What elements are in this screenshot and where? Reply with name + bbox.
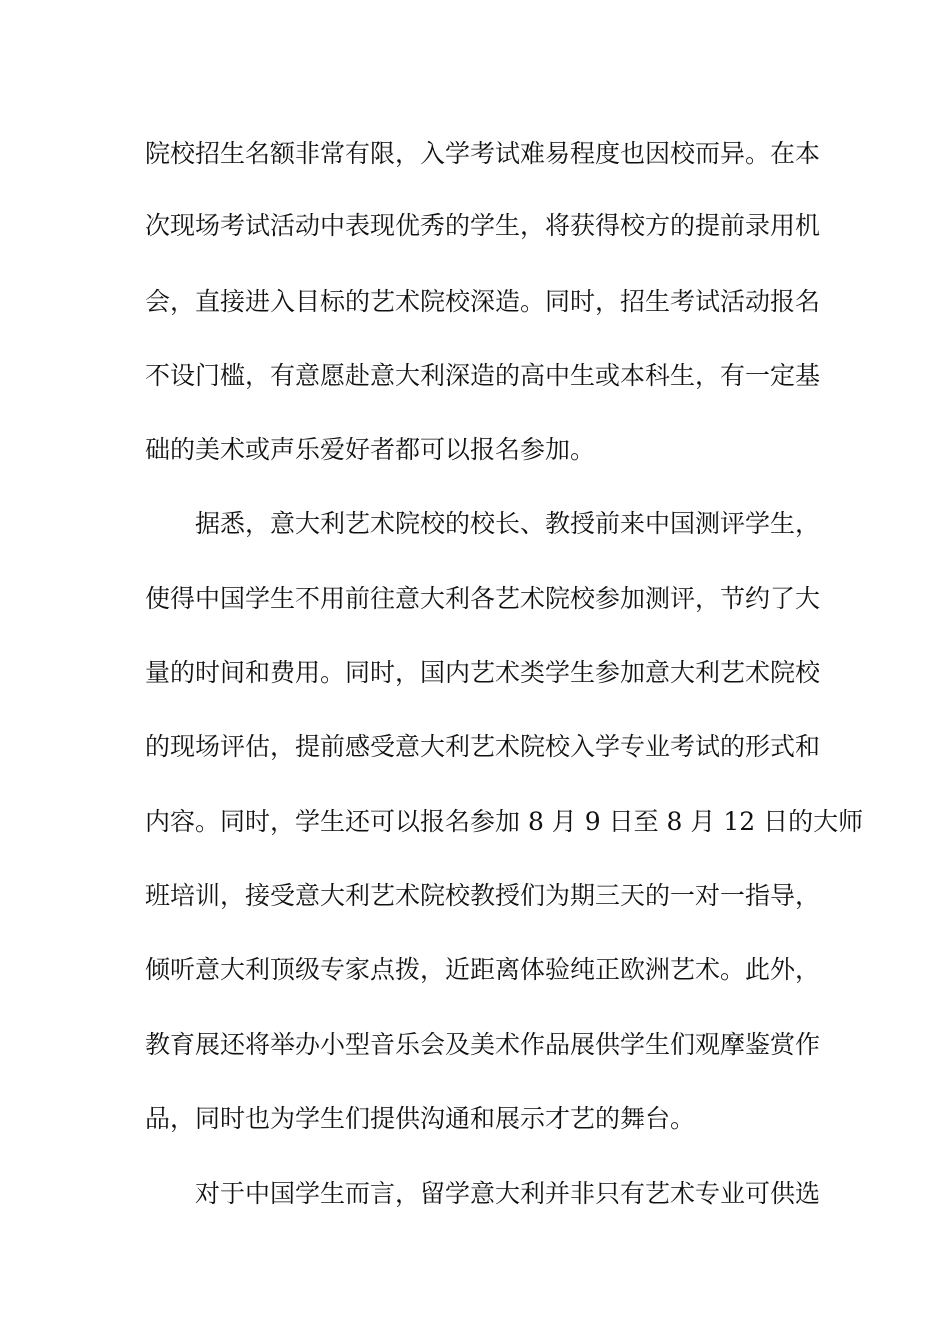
text-line-15: 对于中国学生而言，留学意大利并非只有艺术专业可供选 (195, 1179, 821, 1208)
text-line-10: 内容。同时，学生还可以报名参加 8 月 9 日至 8 月 12 日的大师 (145, 807, 864, 836)
text-line-6: 据悉，意大利艺术院校的校长、教授前来中国测评学生， (195, 509, 821, 538)
text-line-13: 教育展还将举办小型音乐会及美术作品展供学生们观摩鉴赏作 (145, 1030, 821, 1059)
text-line-14: 品，同时也为学生们提供沟通和展示才艺的舞台。 (145, 1104, 696, 1133)
text-line-2: 次现场考试活动中表现优秀的学生，将获得校方的提前录用机 (145, 211, 821, 240)
text-line-12: 倾听意大利顶级专家点拨，近距离体验纯正欧洲艺术。此外， (145, 955, 821, 984)
text-line-4: 不设门槛，有意愿赴意大利深造的高中生或本科生，有一定基 (145, 361, 821, 390)
text-line-5: 础的美术或声乐爱好者都可以报名参加。 (145, 435, 596, 464)
text-line-8: 量的时间和费用。同时，国内艺术类学生参加意大利艺术院校 (145, 658, 821, 687)
text-line-3: 会，直接进入目标的艺术院校深造。同时，招生考试活动报名 (145, 287, 821, 316)
text-line-9: 的现场评估，提前感受意大利艺术院校入学专业考试的形式和 (145, 732, 821, 761)
text-line-1: 院校招生名额非常有限，入学考试难易程度也因校而异。在本 (145, 139, 821, 168)
text-line-7: 使得中国学生不用前往意大利各艺术院校参加测评，节约了大 (145, 584, 821, 613)
text-line-11: 班培训，接受意大利艺术院校教授们为期三天的一对一指导， (145, 881, 821, 910)
